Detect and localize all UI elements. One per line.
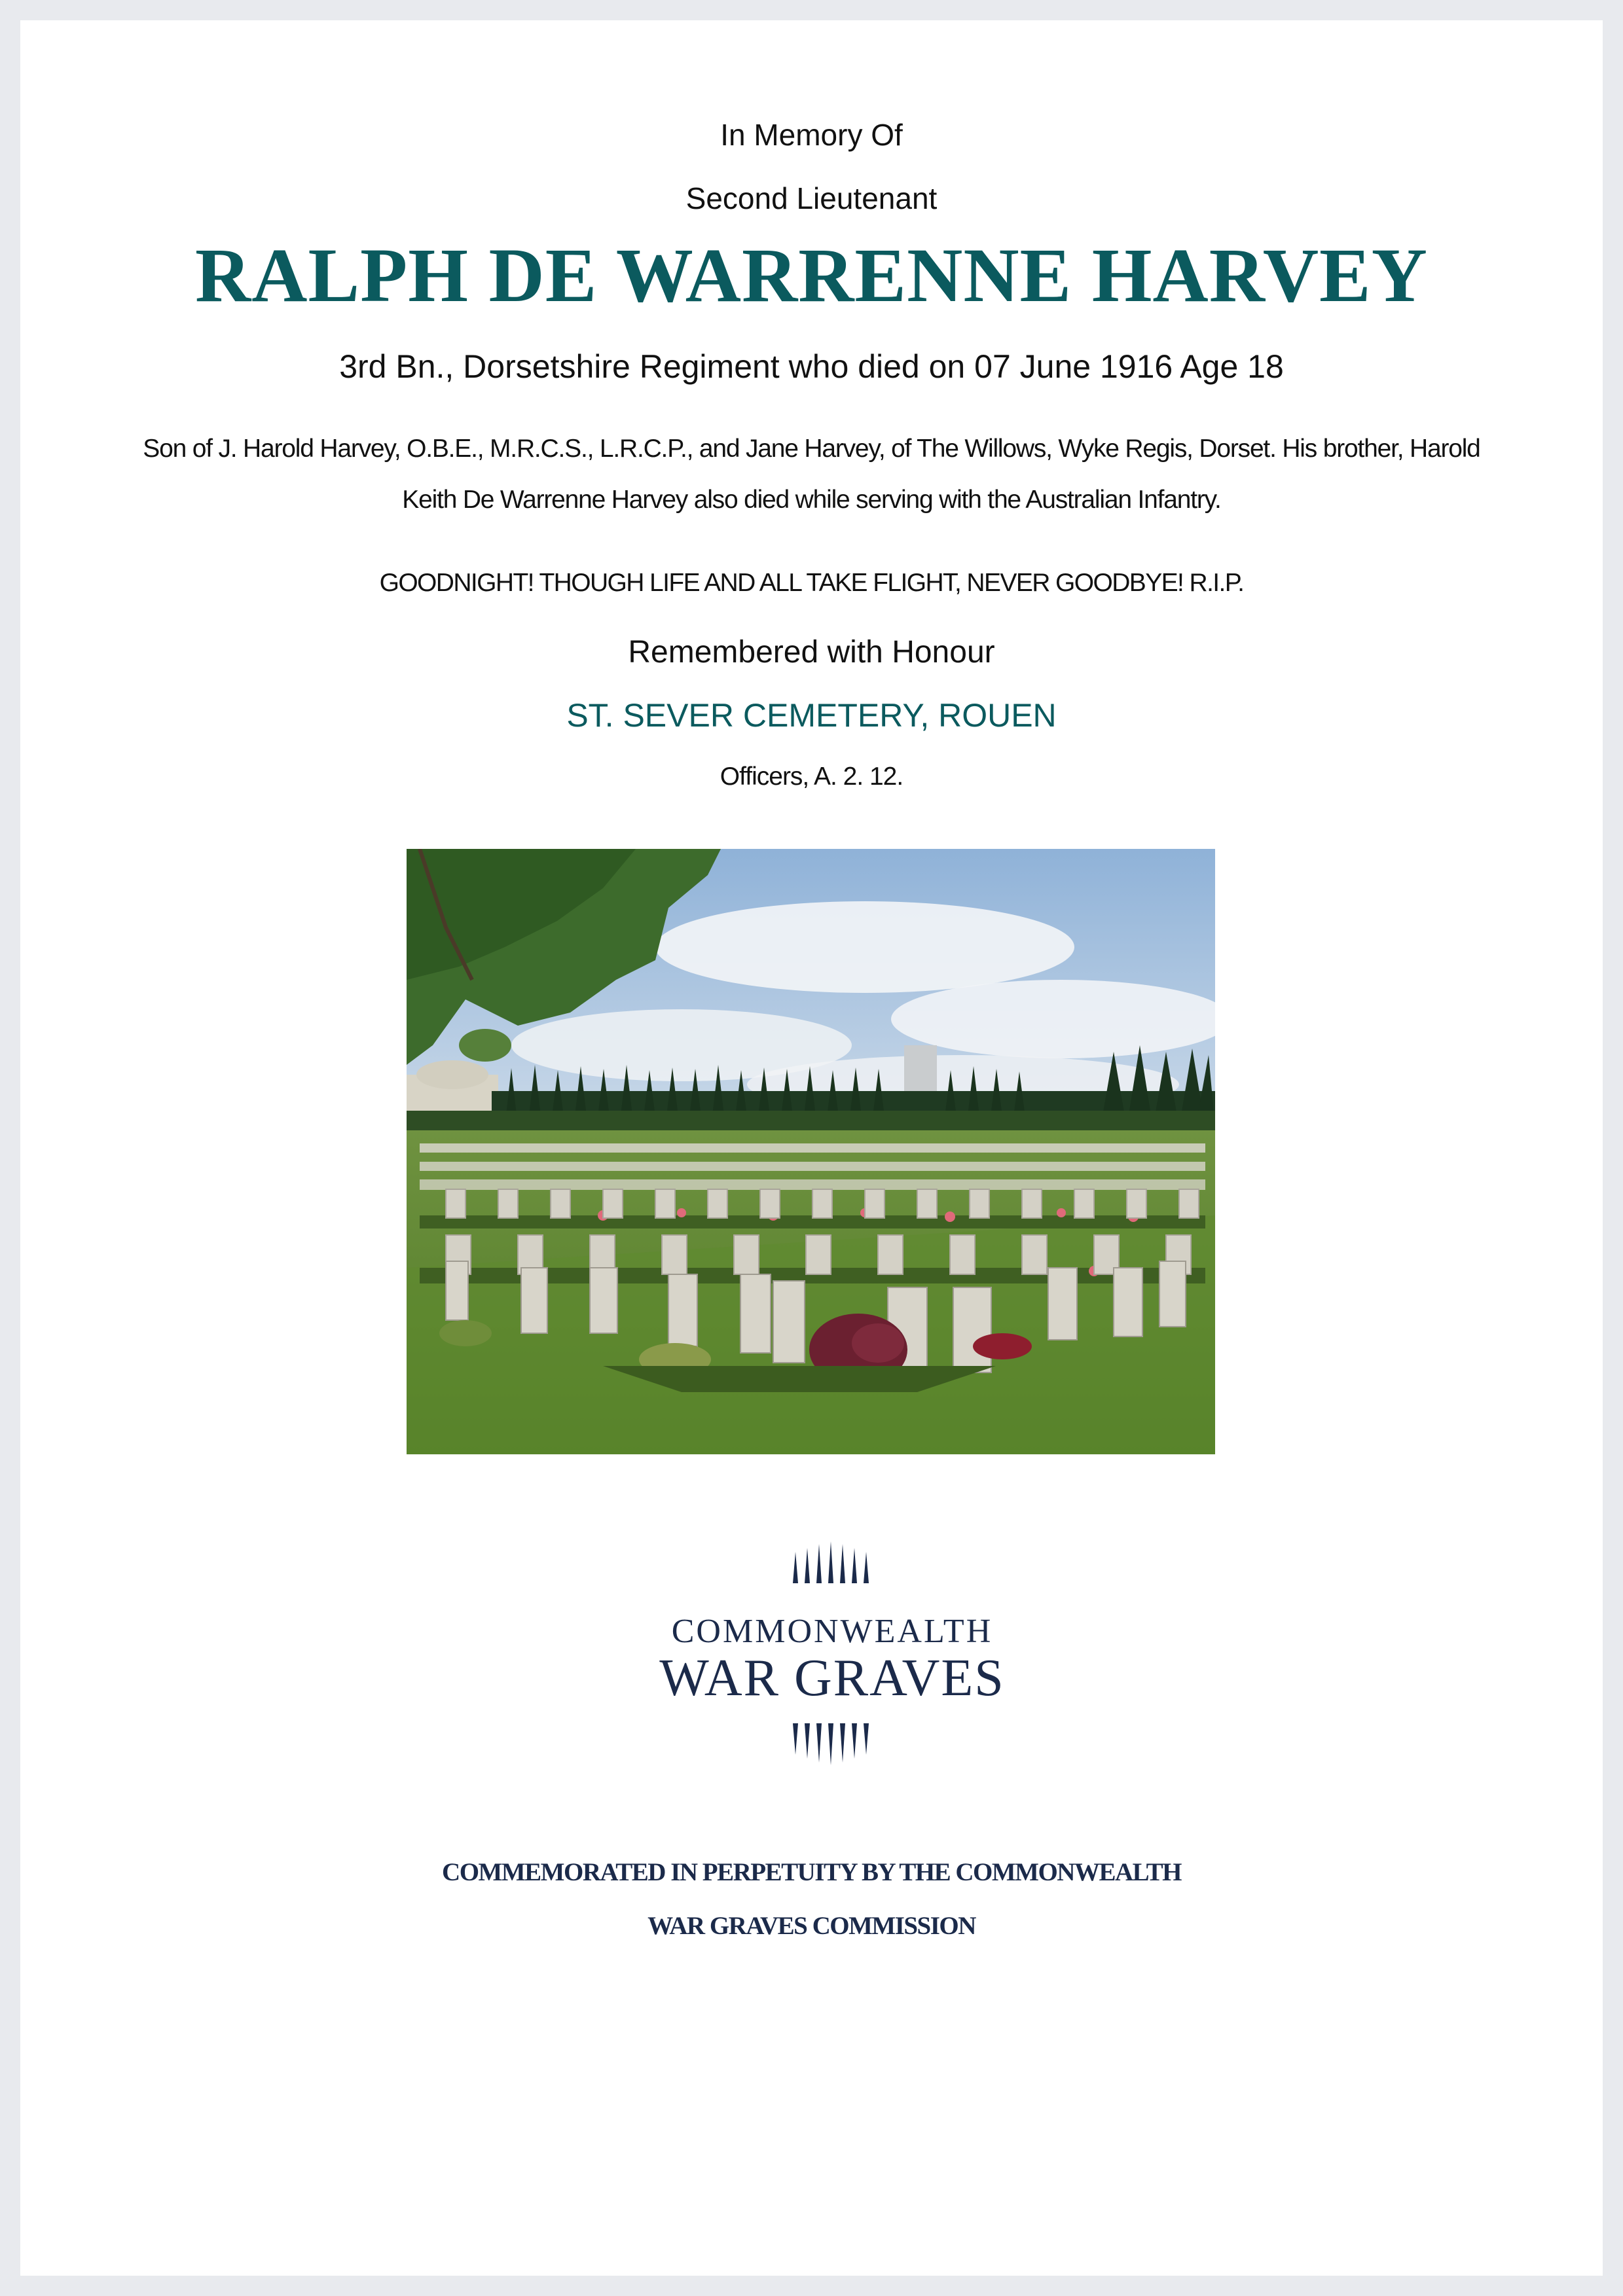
grave-reference: Officers, A. 2. 12. bbox=[720, 762, 903, 791]
cwgc-logo bbox=[636, 1539, 1029, 1774]
logo-line-2: WAR GRAVES bbox=[659, 1649, 1005, 1707]
logo-line-1: COMMONWEALTH bbox=[671, 1613, 993, 1650]
cemetery-name: ST. SEVER CEMETERY, ROUEN bbox=[566, 697, 1057, 734]
remembered-text: Remembered with Honour bbox=[628, 635, 995, 670]
casualty-name: RALPH DE WARRENNE HARVEY bbox=[195, 232, 1428, 318]
additional-info-line-1: Son of J. Harold Harvey, O.B.E., M.R.C.S., L.R.C.P., and Jane Harvey, of The Willows, Wyke Regis, Dorset. His brother, Harold bbox=[143, 435, 1480, 463]
certificate-page bbox=[20, 20, 1603, 2276]
logo-bottom-marks bbox=[636, 1722, 1029, 1768]
logo-top-marks bbox=[636, 1539, 1029, 1585]
epitaph: GOODNIGHT! THOUGH LIFE AND ALL TAKE FLIGHT, NEVER GOODBYE! R.I.P. bbox=[379, 569, 1244, 597]
cemetery-photo bbox=[407, 849, 1215, 1454]
intro-text: In Memory Of bbox=[720, 118, 903, 152]
commemoration-line-1: COMMEMORATED IN PERPETUITY BY THE COMMONWEALTH bbox=[442, 1858, 1181, 1886]
rank-text: Second Lieutenant bbox=[685, 181, 938, 215]
commemoration-line-2: WAR GRAVES COMMISSION bbox=[647, 1912, 976, 1940]
service-line: 3rd Bn., Dorsetshire Regiment who died on 07 June 1916 Age 18 bbox=[339, 348, 1284, 385]
additional-info-line-2: Keith De Warrenne Harvey also died while serving with the Australian Infantry. bbox=[402, 486, 1221, 514]
